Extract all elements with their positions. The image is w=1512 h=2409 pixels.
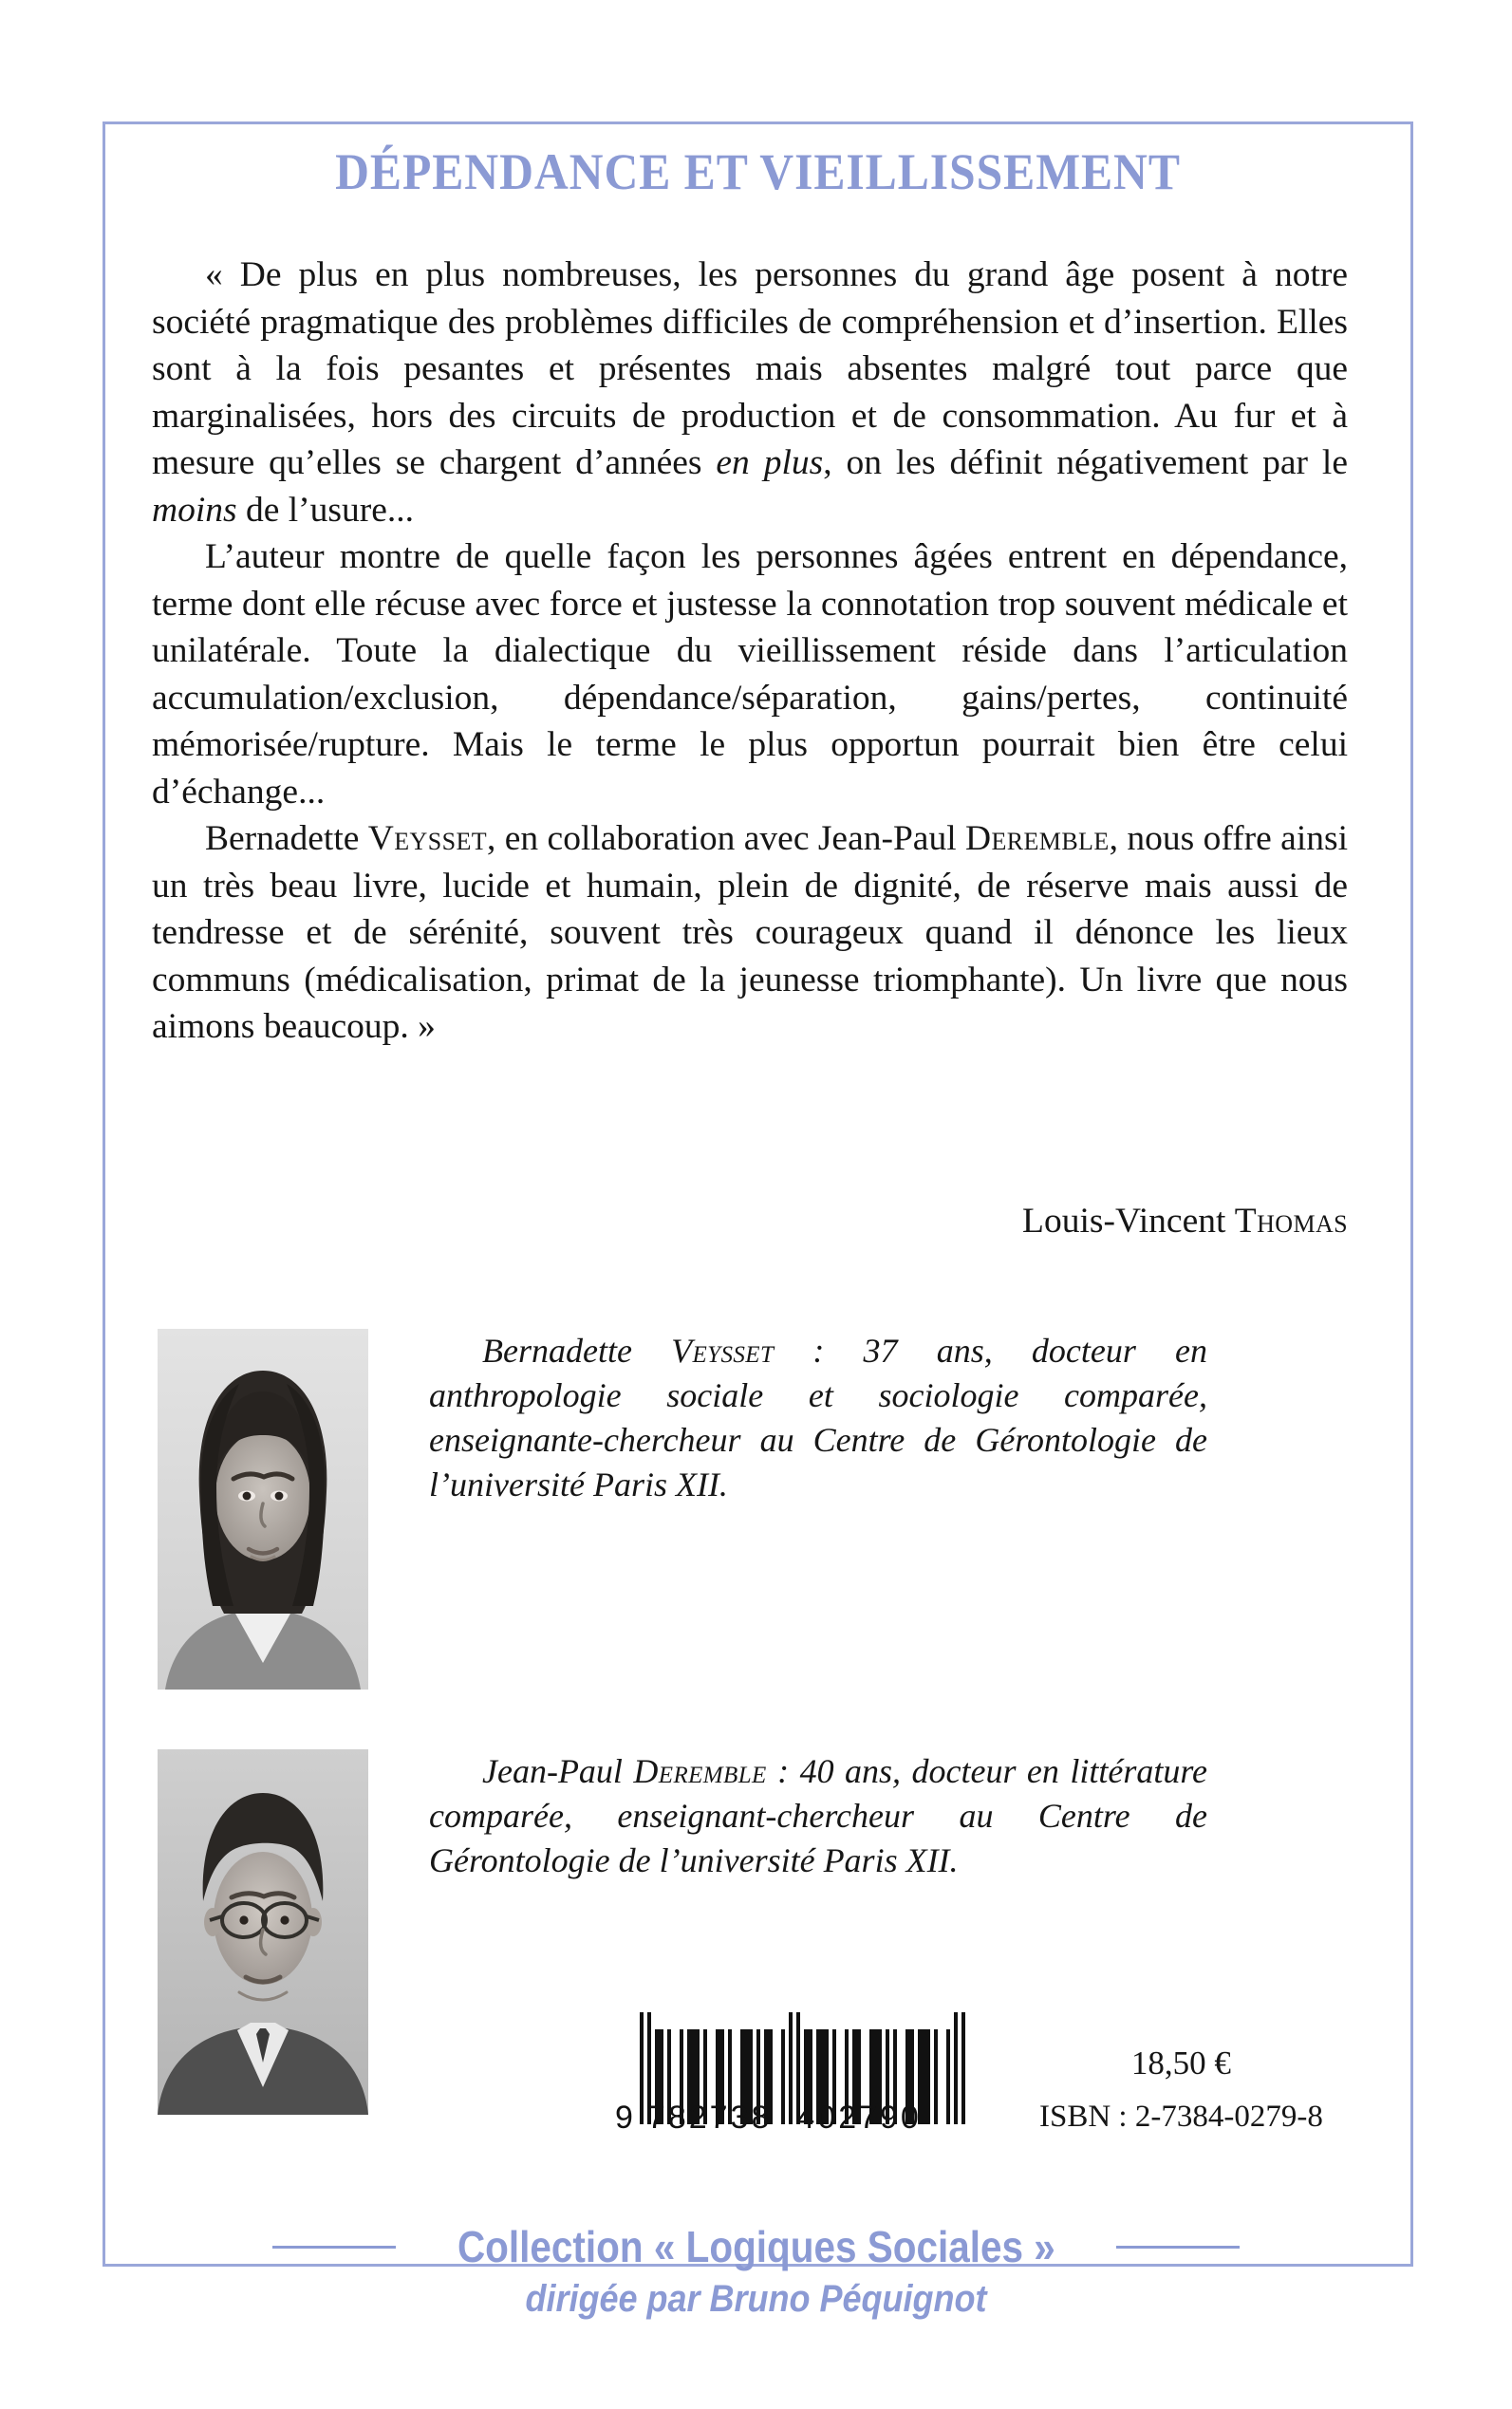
- quote-p1-part-c: de l’usure...: [236, 490, 414, 530]
- bio-paragraph-deremble: [429, 1749, 1207, 1883]
- price-isbn-block: [1039, 2045, 1323, 2137]
- footer-rule-left: [272, 2246, 396, 2249]
- quote-p3-part-b: , en collaboration avec Jean-Paul: [487, 819, 966, 858]
- quote-p3-part-a: Bernadette: [205, 819, 368, 858]
- collection-title-row: [0, 2221, 1512, 2272]
- quote-paragraph-3: [152, 815, 1348, 1051]
- portrait-illustration-deremble: [158, 1749, 368, 2115]
- barcode-lead-digit: 9: [615, 2100, 634, 2136]
- quote-p1-italic-moins: moins: [152, 490, 237, 530]
- barcode-price-area: [615, 2012, 1323, 2137]
- bio-surname-veysset: Veysset: [671, 1332, 775, 1370]
- footer-rule-right: [1116, 2246, 1240, 2249]
- bio-description-veysset: : 37 ans, docteur en anthropologie sociale et sociologie comparée, enseignante-chercheur au Centre de Gérontologie de l’université Paris XII.: [429, 1332, 1207, 1503]
- portrait-illustration-veysset: [158, 1329, 368, 1690]
- bio-given-name-veysset: Bernadette: [482, 1332, 672, 1370]
- attribution-given-name: Louis-Vincent: [1022, 1202, 1235, 1241]
- quote-p3-part-c: , nous offre ainsi un très beau livre, lucide et humain, plein de dignité, de réserve mais aussi de tendresse et de sérénité, souvent très courageux quand il dénonce les lieux communs (médicalisation, primat de la jeunesse triomphante). Un livre que nous aimons beaucoup. »: [152, 819, 1348, 1046]
- bio-surname-deremble: Deremble: [633, 1752, 767, 1790]
- ean13-barcode: [615, 2012, 965, 2137]
- quote-p1-part-b: , on les définit négativement par le: [823, 443, 1348, 482]
- barcode-digits: [615, 2100, 922, 2137]
- isbn-label: ISBN : 2-7384-0279-8: [1039, 2100, 1323, 2134]
- author-bio-text-deremble: [429, 1749, 1207, 1883]
- price-label: 18,50 €: [1130, 2045, 1231, 2082]
- bio-description-deremble: : 40 ans, docteur en littérature comparée, enseignant-chercheur au Centre de Gérontologie de l’université Paris XII.: [429, 1752, 1207, 1879]
- quote-attribution: [152, 1200, 1348, 1243]
- barcode-left-group: 782738: [646, 2100, 773, 2136]
- collection-footer: [0, 2221, 1512, 2321]
- barcode-right-group: 402790: [796, 2100, 922, 2136]
- bio-paragraph-veysset: [429, 1329, 1207, 1507]
- quote-p1-italic-en-plus: en plus: [716, 443, 824, 482]
- author-photo-veysset: [158, 1329, 368, 1690]
- author-bio-row-1: [158, 1329, 1207, 1690]
- author-bio-text-veysset: [429, 1329, 1207, 1507]
- quote-p3-name-deremble: Deremble: [965, 819, 1110, 858]
- quote-p3-name-veysset: Veysset: [367, 819, 488, 858]
- attribution-surname: Thomas: [1234, 1202, 1348, 1241]
- quote-paragraph-2: L’auteur montre de quelle façon les personnes âgées entrent en dépendance, terme dont elle récuse avec force et justesse la connotation trop souvent médicale et unilatérale. Toute la dialectique du vieillissement réside dans l’articulation accumulation/exclusion, dépendance/séparation, gains/pertes, continuité mémorisée/rupture. Mais le terme le plus opportun pourrait bien être celui d’échange...: [152, 537, 1348, 812]
- quote-paragraph-1: [152, 252, 1348, 533]
- review-quote-block: [152, 252, 1348, 1051]
- quote-p1-part-a: « De plus en plus nombreuses, les personnes du grand âge posent à notre société pragmatique des problèmes difficiles de compréhension et d’insertion. Elles sont à la fois pesantes et présentes mais absentes malgré tout parce que marginalisées, hors des circuits de production et de consommation. Au fur et à mesure qu’elles se chargent d’années: [152, 255, 1348, 482]
- page-title: DÉPENDANCE ET VIEILLISSEMENT: [335, 143, 1181, 200]
- author-photo-deremble: [158, 1749, 368, 2115]
- bio-given-name-deremble: Jean-Paul: [482, 1752, 634, 1790]
- collection-director: dirigée par Bruno Péquignot: [525, 2278, 987, 2320]
- collection-name: Collection « Logiques Sociales »: [457, 2222, 1055, 2271]
